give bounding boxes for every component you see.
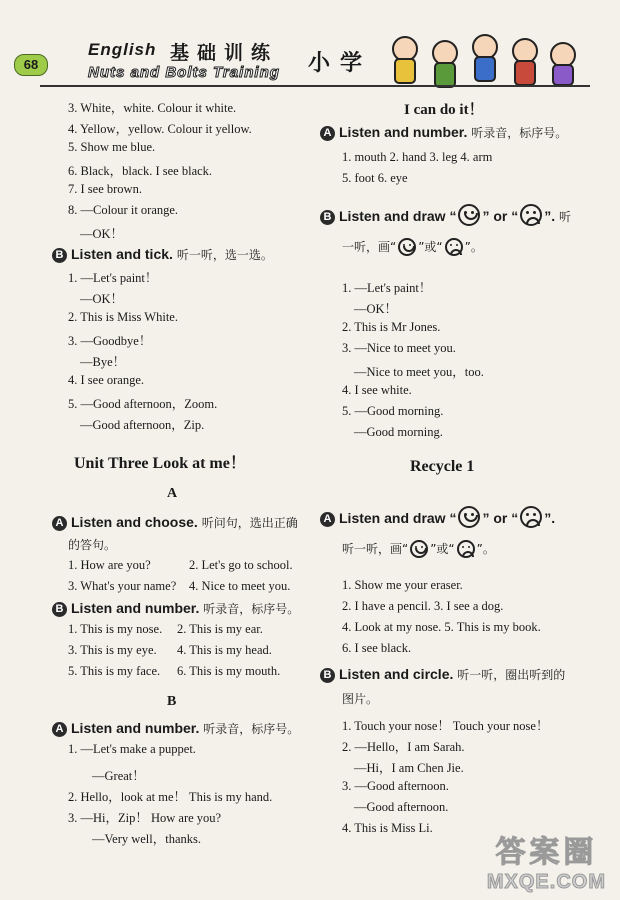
- list-item: 3. —Hi，Zip！ How are you?: [68, 811, 222, 825]
- child-body-icon: [552, 64, 574, 86]
- list-item: 5. This is my face.: [68, 664, 161, 678]
- watermark: [487, 827, 606, 894]
- list-item: —Very well，thanks.: [92, 832, 202, 846]
- section-heading: [320, 666, 565, 683]
- list-item: —Good afternoon.: [354, 800, 449, 814]
- level-label: 小学: [308, 51, 373, 76]
- heading-instruction: 听录音，标序号。: [471, 126, 568, 140]
- smiley-face-icon: [458, 506, 480, 528]
- heading-instruction: 听一听，圈出听到的: [457, 668, 566, 682]
- list-item: 3. This is my eye.: [68, 643, 157, 657]
- list-item: 6. Black，black. I see black.: [68, 164, 213, 178]
- heading-instruction: 听: [559, 210, 572, 224]
- list-item: —Good afternoon，Zip.: [80, 418, 205, 432]
- list-item: —OK！: [80, 292, 124, 306]
- section-marker: B: [320, 210, 335, 225]
- heading-text: Listen and tick.: [71, 246, 173, 262]
- list-item: 3. —Nice to meet you.: [342, 341, 456, 355]
- sad-face-icon: [520, 204, 542, 226]
- child-body-icon: [474, 56, 496, 82]
- section-marker: A: [320, 126, 335, 141]
- sad-face-icon: [457, 540, 475, 558]
- list-item: 1. —Let's make a puppet.: [68, 742, 196, 756]
- list-item: 4. Yellow，yellow. Colour it yellow.: [68, 122, 252, 136]
- list-item: 2. Hello，look at me！ This is my hand.: [68, 790, 273, 804]
- heading-text: Listen and number.: [339, 124, 468, 140]
- list-item: 2. This is Mr Jones.: [342, 320, 441, 334]
- section-heading: [320, 506, 555, 528]
- list-item: 1. Show me your eraser.: [342, 578, 463, 592]
- children-illustration: [380, 30, 580, 85]
- section-heading: [52, 514, 298, 531]
- list-item: 2. This is my ear.: [177, 622, 263, 636]
- section-marker: A: [320, 512, 335, 527]
- section-marker: A: [52, 516, 67, 531]
- list-item: 1. This is my nose.: [68, 622, 163, 636]
- section-title: I can do it！: [404, 102, 484, 118]
- section-marker: B: [52, 602, 67, 617]
- list-item: 2. Let's go to school.: [189, 558, 293, 572]
- heading-instruction-cont: 图片。: [342, 692, 379, 706]
- list-item: —Good morning.: [354, 425, 443, 439]
- list-item: 3. What's your name?: [68, 579, 177, 593]
- section-marker: B: [320, 668, 335, 683]
- list-item: 4. This is Miss Li.: [342, 821, 433, 835]
- section-heading: [52, 600, 299, 617]
- section-heading: [320, 204, 571, 226]
- series-subtitle: Nuts and Bolts Training: [88, 64, 280, 81]
- list-item: 8. —Colour it orange.: [68, 203, 179, 217]
- page-number: 68: [14, 54, 48, 76]
- list-item: 5. —Good afternoon，Zoom.: [68, 397, 218, 411]
- list-item: 4. Look at my nose. 5. This is my book.: [342, 620, 541, 634]
- smiley-face-icon: [410, 540, 428, 558]
- list-item: 5. foot 6. eye: [342, 171, 408, 185]
- list-item: 4. This is my head.: [177, 643, 272, 657]
- list-item: 5. Show me blue.: [68, 140, 156, 154]
- list-item: 3. —Goodbye！: [68, 334, 152, 348]
- list-item: 7. I see brown.: [68, 182, 142, 196]
- list-item: 6. I see black.: [342, 641, 412, 655]
- heading-text: Listen and draw “: [339, 510, 457, 526]
- heading-text: Listen and choose.: [71, 514, 198, 530]
- sad-face-icon: [445, 238, 463, 256]
- list-item: 1. —Let's paint！: [68, 271, 158, 285]
- list-item: 1. Touch your nose！ Touch your nose！: [342, 719, 549, 733]
- list-item: —Hi，I am Chen Jie.: [354, 761, 464, 775]
- heading-text: Listen and number.: [71, 600, 200, 616]
- series-title: 基础训练: [170, 42, 279, 64]
- section-heading: [52, 720, 299, 737]
- heading-text: ” or “: [482, 510, 519, 526]
- heading-text: ”.: [544, 510, 556, 526]
- part-label: B: [167, 694, 177, 709]
- brand-label: English: [88, 40, 157, 59]
- list-item: 3. White，white. Colour it white.: [68, 101, 237, 115]
- heading-instruction: 听一听，选一选。: [176, 248, 273, 262]
- list-item: 4. I see orange.: [68, 373, 145, 387]
- watermark-bottom: MXQE.COM: [486, 871, 606, 893]
- list-item: —Nice to meet you，too.: [354, 365, 484, 379]
- heading-instruction: 听录音，标序号。: [203, 722, 300, 736]
- recycle-title: Recycle 1: [410, 458, 475, 475]
- list-item: 6. This is my mouth.: [177, 664, 281, 678]
- watermark-top: 答案圈: [495, 835, 598, 870]
- heading-text: ” or “: [482, 208, 519, 224]
- list-item: 3. —Good afternoon.: [342, 779, 449, 793]
- section-heading: [320, 124, 567, 141]
- section-marker: B: [52, 248, 67, 263]
- heading-instruction: 听录音，标序号。: [203, 602, 300, 616]
- heading-text: Listen and circle.: [339, 666, 454, 682]
- heading-instruction-cont: 的答句。: [68, 538, 117, 552]
- list-item: 4. I see white.: [342, 383, 412, 397]
- list-item: 2. This is Miss White.: [68, 310, 178, 324]
- list-item: 4. Nice to meet you.: [189, 579, 291, 593]
- heading-text: Listen and draw “: [339, 208, 457, 224]
- part-label: A: [167, 486, 178, 501]
- unit-title: Unit Three Look at me！: [74, 455, 246, 472]
- list-item: 1. mouth 2. hand 3. leg 4. arm: [342, 150, 493, 164]
- list-item: 5. —Good morning.: [342, 404, 444, 418]
- list-item: —OK！: [80, 227, 124, 241]
- section-marker: A: [52, 722, 67, 737]
- list-item: —OK！: [354, 302, 398, 316]
- heading-instruction-cont: 一听，画“ ”或“ ”。: [342, 240, 483, 254]
- list-item: 1. —Let's paint！: [342, 281, 432, 295]
- header-rule: [40, 85, 590, 87]
- page-header: [0, 0, 620, 95]
- list-item: 2. I have a pencil. 3. I see a dog.: [342, 599, 504, 613]
- list-item: —Bye！: [80, 355, 126, 369]
- heading-text: ”.: [544, 208, 556, 224]
- list-item: 2. —Hello，I am Sarah.: [342, 740, 465, 754]
- sad-face-icon: [520, 506, 542, 528]
- list-item: 1. How are you?: [68, 558, 151, 572]
- child-body-icon: [394, 58, 416, 84]
- child-body-icon: [514, 60, 536, 86]
- heading-instruction-cont: 听一听，画“ ”或“ ”。: [342, 542, 495, 556]
- section-heading: [52, 246, 273, 263]
- heading-instruction: 听问句，选出正确: [201, 516, 298, 530]
- list-item: —Great！: [92, 769, 145, 783]
- heading-text: Listen and number.: [71, 720, 200, 736]
- smiley-face-icon: [458, 204, 480, 226]
- smiley-face-icon: [398, 238, 416, 256]
